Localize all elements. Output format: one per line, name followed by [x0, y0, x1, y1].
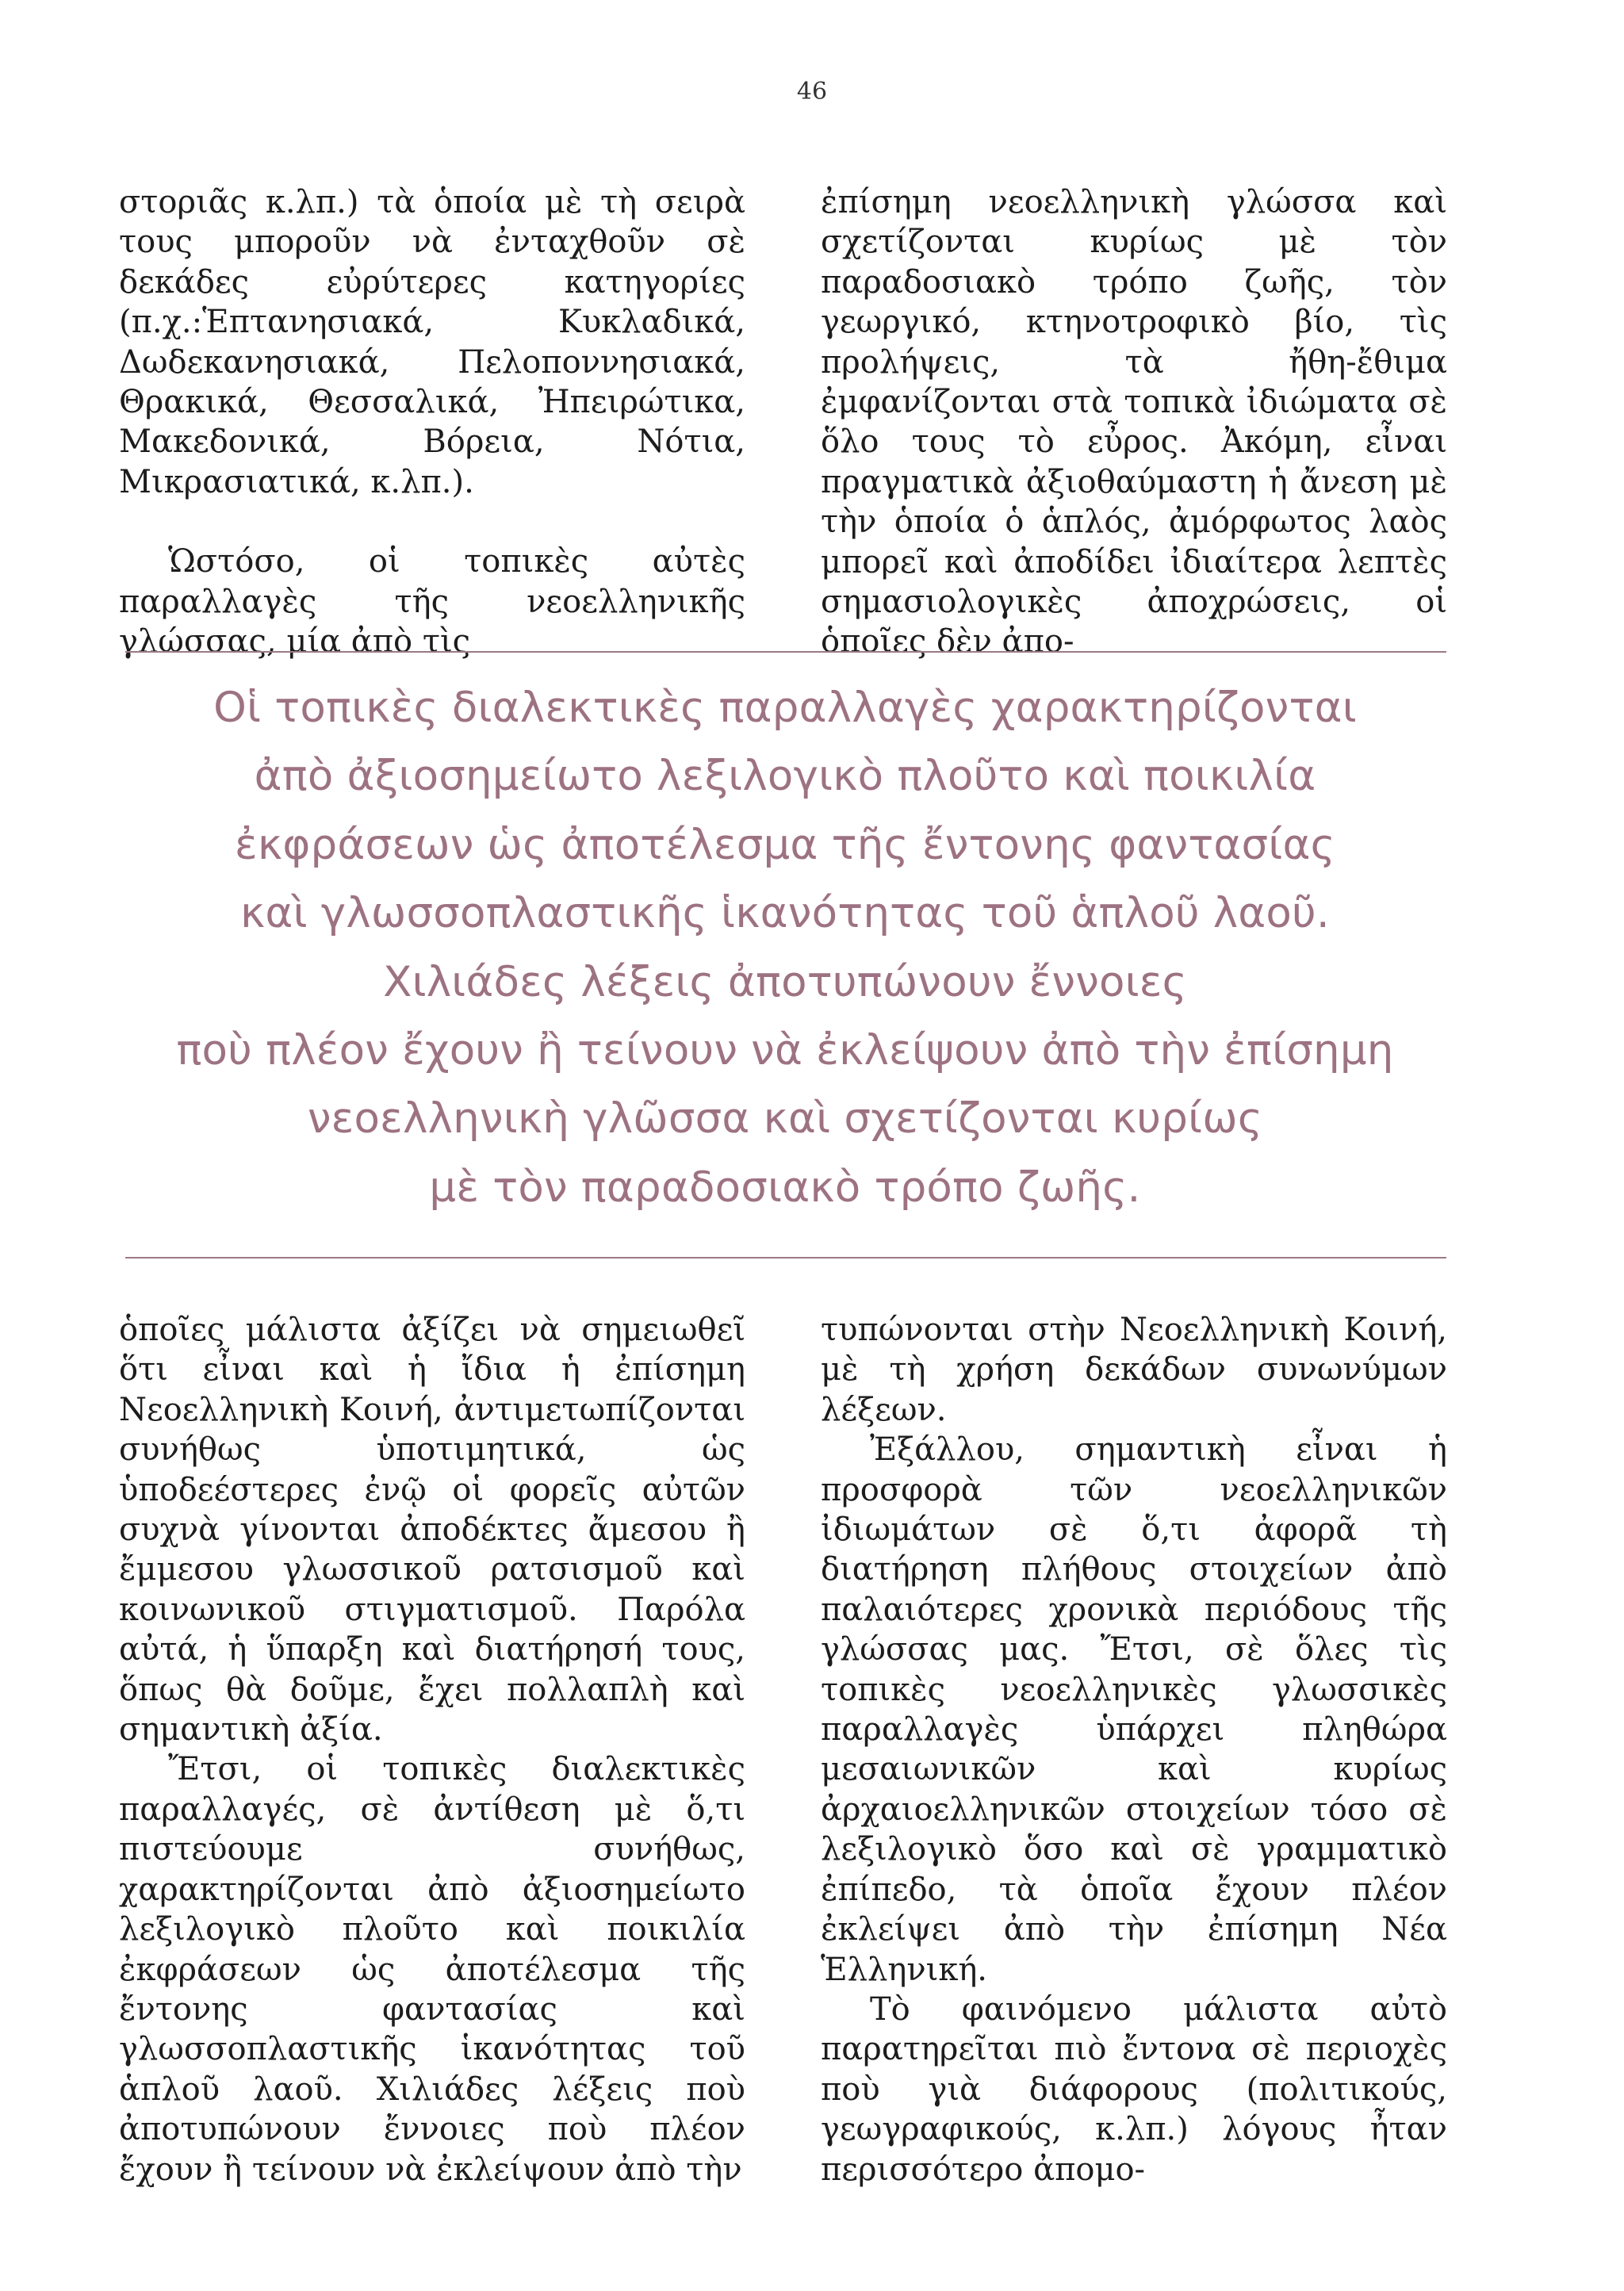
bottom-right-column: [821, 1310, 1447, 2189]
pullquote-line: ποὺ πλέον ἔχουν ἢ τείνουν νὰ ἐκλείψουν ἀπὸ τὴν ἐπίσημη: [176, 1026, 1394, 1075]
pullquote-line: μὲ τὸν παραδοσιακὸ τρόπο ζωῆς.: [429, 1163, 1141, 1212]
bottom-left-column: [119, 1310, 745, 2189]
paragraph: Τὸ φαινόμενο μάλιστα αὐτὸ παρατηρεῖται πιὸ ἔντονα σὲ περιοχὲς ποὺ γιὰ διάφορους (πολιτικούς, γεωγραφικούς, κ.λπ.) λόγους ἦταν περισσότερο ἀπομο-: [821, 1990, 1447, 2188]
pullquote-line: νεοελληνικὴ γλῶσσα καὶ σχετίζονται κυρίως: [307, 1094, 1263, 1144]
page-number: 46: [796, 78, 828, 105]
paragraph: ἐπίσημη νεοελληνικὴ γλώσσα καὶ σχετίζονται κυρίως μὲ τὸν παραδοσιακὸ τρόπο ζωῆς, τὸν γεωργικό, κτηνοτροφικὸ βίο, τὶς προλήψεις, τὰ ἤθη-ἔθιμα ἐμφανίζονται στὰ τοπικὰ ἰδιώματα σὲ ὅλο τους τὸ εὖρος. Ἀκόμη, εἶναι πραγματικὰ ἀξιοθαύμαστη ἡ ἄνεση μὲ τὴν ὁποία ὁ ἁπλός, ἀμόρφωτος λαὸς μπορεῖ καὶ ἀποδίδει ἰδιαίτερα λεπτὲς σημασιολογικὲς ἀποχρώσεις, οἱ ὁποῖες δὲν ἀπο-: [821, 184, 1447, 661]
pullquote-line: καὶ γλωσσοπλαστικῆς ἱκανότητας τοῦ ἁπλοῦ λαοῦ.: [240, 889, 1330, 938]
pullquote-bottom-rule: [125, 1257, 1446, 1259]
pullquote-line: ἐκφράσεων ὡς ἀποτέλεσμα τῆς ἔντονης φαντασίας: [235, 820, 1335, 869]
top-right-column: [821, 182, 1447, 662]
paragraph: τυπώνονται στὴν Νεοελληνικὴ Κοινή, μὲ τὴ χρήση δεκάδων συνωνύμων λέξεων.: [821, 1312, 1447, 1428]
pullquote-line: Οἱ τοπικὲς διαλεκτικὲς παραλλαγὲς χαρακτηρίζονται: [213, 684, 1357, 732]
pullquote-line: ἀπὸ ἀξιοσημείωτο λεξιλογικὸ πλοῦτο καὶ ποικιλία: [254, 752, 1316, 801]
paragraph: Ὡστόσο, οἱ τοπικὲς αὐτὲς παραλλαγὲς τῆς νεοελληνικῆς γλώσσας, μία ἀπὸ τὶς: [119, 543, 745, 661]
pullquote-line: Χιλιάδες λέξεις ἀποτυπώνουν ἔννοιες: [383, 957, 1187, 1006]
paragraph: Ἐξάλλου, σημαντικὴ εἶναι ἡ προσφορὰ τῶν νεοελληνικῶν ἰδιωμάτων σὲ ὅ,τι ἀφορᾶ τὴ διατήρηση πλήθους στοιχείων ἀπὸ παλαιότερες χρονικὰ περιόδους τῆς γλώσσας μας. Ἔτσι, σὲ ὅλες τὶς τοπικὲς νεοελληνικὲς γλωσσικὲς παραλλαγὲς ὑπάρχει πληθώρα μεσαιωνικῶν καὶ κυρίως ἀρχαιοελληνικῶν στοιχείων τόσο σὲ λεξιλογικὸ ὅσο καὶ σὲ γραμματικὸ ἐπίπεδο, τὰ ὁποῖα ἔχουν πλέον ἐκλείψει ἀπὸ τὴν ἐπίσημη Νέα Ἑλληνική.: [821, 1431, 1447, 1988]
top-left-column: [119, 182, 745, 661]
pullquote: [127, 674, 1443, 1222]
paragraph: Ἔτσι, οἱ τοπικὲς διαλεκτικὲς παραλλαγές, σὲ ἀντίθεση μὲ ὅ,τι πιστεύουμε συνήθως, χαρακτηρίζονται ἀπὸ ἀξιοσημείωτο λεξιλογικὸ πλοῦτο καὶ ποικιλία ἐκφράσεων ὡς ἀποτέλεσμα τῆς ἔντονης φαντασίας καὶ γλωσσοπλαστικῆς ἱκανότητας τοῦ ἁπλοῦ λαοῦ. Χιλιάδες λέξεις ποὺ ἀποτυπώνουν ἔννοιες ποὺ πλέον ἔχουν ἢ τείνουν νὰ ἐκλείψουν ἀπὸ τὴν: [119, 1751, 745, 2188]
pullquote-top-rule: [125, 651, 1446, 653]
paragraph: στοριᾶς κ.λπ.) τὰ ὁποία μὲ τὴ σειρὰ τους μποροῦν νὰ ἐνταχθοῦν σὲ δεκάδες εὐρύτερες κατηγορίες (π.χ.:Ἑπτανησιακά, Κυκλαδικά, Δωδεκανησιακά, Πελοποννησιακά, Θρακικά, Θεσσαλικά, Ἠπειρώτικα, Μακεδονικά, Βόρεια, Νότια, Μικρασιατικά, κ.λπ.).: [119, 184, 745, 500]
paragraph: ὁποῖες μάλιστα ἀξίζει νὰ σημειωθεῖ ὅτι εἶναι καὶ ἡ ἴδια ἡ ἐπίσημη Νεοελληνικὴ Κοινή, ἀντιμετωπίζονται συνήθως ὑποτιμητικά, ὡς ὑποδεέστερες ἐνῷ οἱ φορεῖς αὐτῶν συχνὰ γίνονται ἀποδέκτες ἄμεσου ἢ ἔμμεσου γλωσσικοῦ ρατσισμοῦ καὶ κοινωνικοῦ στιγματισμοῦ. Παρόλα αὐτά, ἡ ὕπαρξη καὶ διατήρησή τους, ὅπως θὰ δοῦμε, ἔχει πολλαπλὴ καὶ σημαντικὴ ἀξία.: [119, 1312, 745, 1749]
